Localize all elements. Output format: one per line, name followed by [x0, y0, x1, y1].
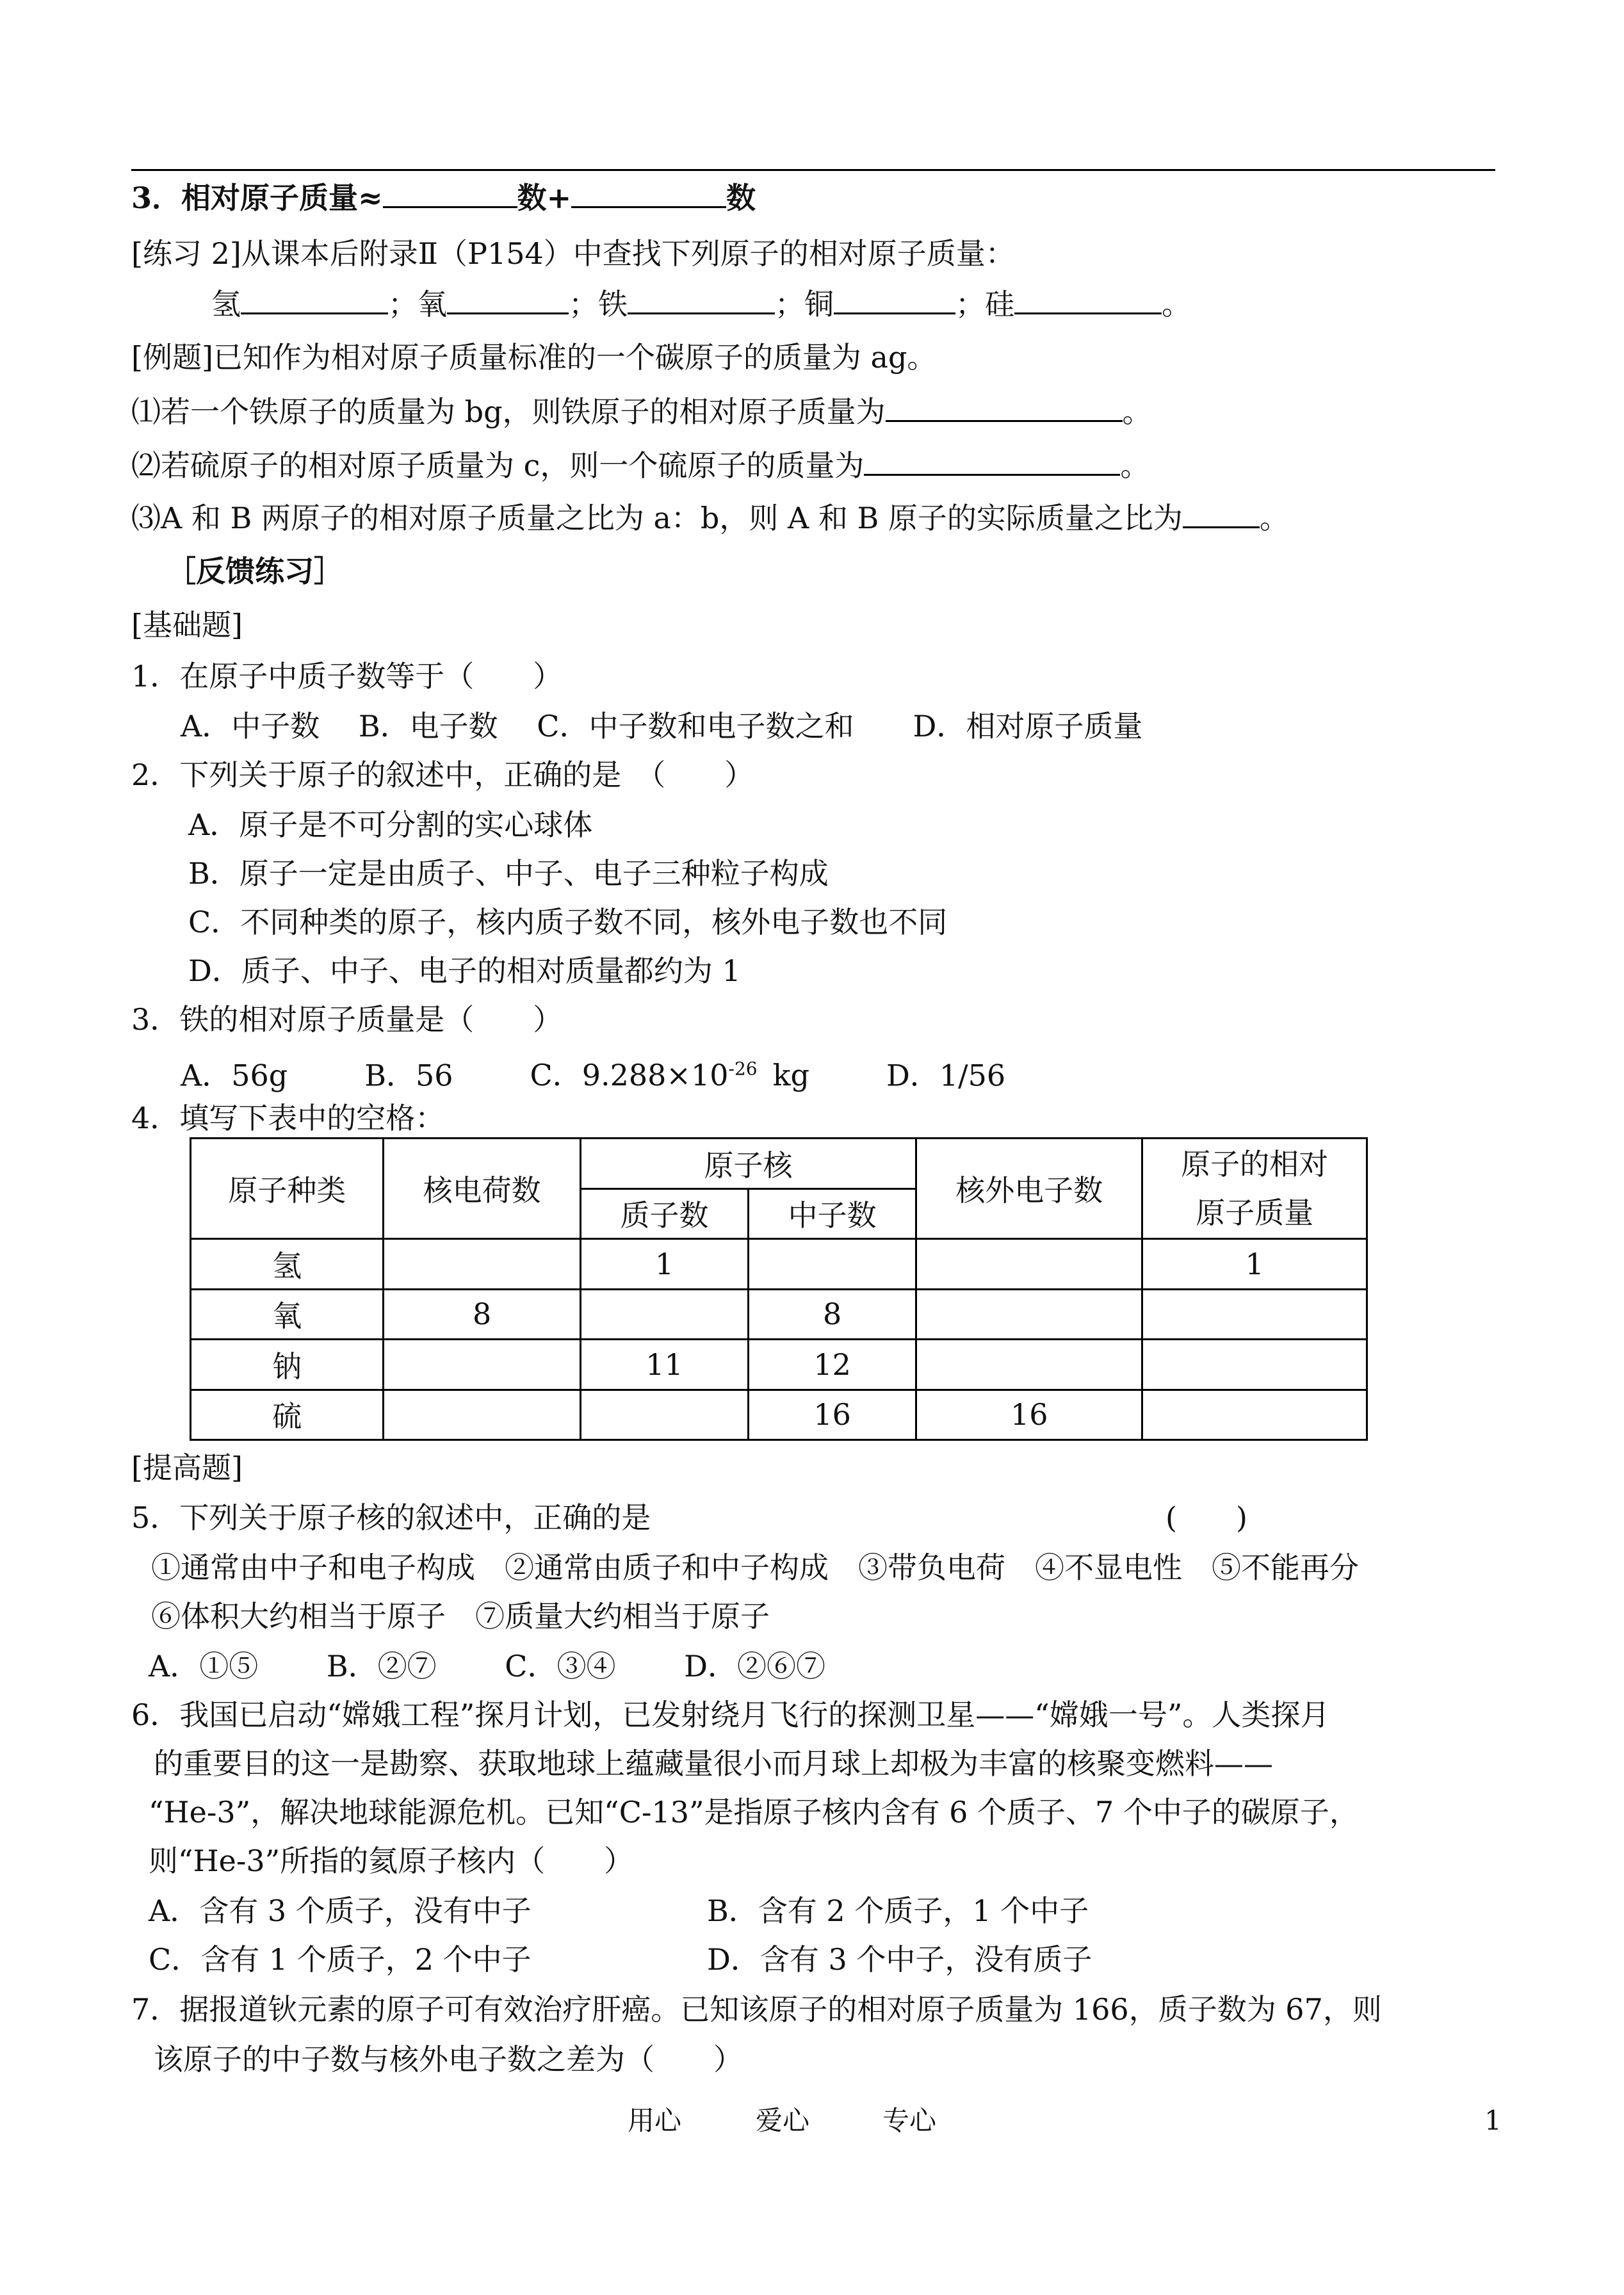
blank-proton-count[interactable] — [383, 178, 517, 208]
q3-option-a: A．56g — [181, 1058, 288, 1093]
period: 。 — [1259, 501, 1289, 535]
q6-option-a: A．含有 3 个质子，没有中子 — [149, 1894, 532, 1928]
table-cell[interactable] — [916, 1289, 1142, 1340]
example-q3-text: ⑶A 和 B 两原子的相对原子质量之比为 a：b，则 A 和 B 原子的实际质量之比为 — [131, 501, 1183, 535]
advanced-section-label: [提高题] — [131, 1450, 243, 1485]
q3-option-c-exponent: -26 — [728, 1058, 758, 1080]
blank-example-q1[interactable] — [886, 392, 1123, 422]
table-row — [191, 1340, 1367, 1390]
table-cell: 16 — [749, 1390, 916, 1440]
header-protons: 质子数 — [580, 1188, 748, 1239]
separator: ； — [775, 287, 804, 321]
table-cell: 硫 — [191, 1390, 384, 1440]
table-cell[interactable] — [916, 1239, 1142, 1290]
table-row — [191, 1289, 1367, 1340]
q6-option-b: B．含有 2 个质子，1 个中子 — [707, 1894, 1089, 1928]
table-row — [191, 1390, 1367, 1440]
blank-hydrogen-mass[interactable] — [241, 284, 388, 314]
q7-line-2: 该原子的中子数与核外电子数之差为（ ） — [154, 2042, 743, 2077]
element-silicon: 硅 — [985, 287, 1014, 321]
q6-line-4: 则“He-3”所指的氦原子核内（ ） — [149, 1844, 634, 1878]
table-cell[interactable] — [384, 1390, 580, 1440]
table-cell: 11 — [580, 1340, 748, 1390]
table-cell: 16 — [916, 1390, 1142, 1440]
section-3-title: 相对原子质量≈ — [181, 181, 383, 215]
blank-oxygen-mass[interactable] — [447, 284, 569, 314]
header-rule — [131, 169, 1495, 171]
header-relative-mass — [1142, 1139, 1367, 1239]
element-blanks-row — [211, 284, 1191, 323]
table-cell[interactable] — [1142, 1340, 1367, 1390]
blank-iron-mass[interactable] — [628, 284, 775, 314]
q6-line-3: “He-3”，解决地球能源危机。已知“C-13”是指原子核内含有 6 个质子、7 个中子的碳原子， — [149, 1795, 1359, 1829]
q4-stem: 4．填写下表中的空格： — [131, 1101, 445, 1135]
section-3-part2: 数 — [726, 181, 756, 215]
q5-answer-paren[interactable]: ( ) — [1165, 1500, 1247, 1535]
table-cell: 钠 — [191, 1340, 384, 1390]
table-cell: 1 — [1142, 1239, 1367, 1290]
q3-option-c-unit: kg — [772, 1058, 809, 1093]
header-atom-kind: 原子种类 — [191, 1139, 384, 1239]
separator: ； — [388, 287, 418, 321]
q3-option-d: D．1/56 — [886, 1058, 1006, 1093]
element-iron: 铁 — [598, 287, 628, 321]
period: 。 — [1122, 394, 1152, 429]
table-cell: 8 — [384, 1289, 580, 1340]
footer-slogan-3: 专心 — [882, 2105, 937, 2136]
element-copper: 铜 — [804, 287, 834, 321]
q5-items-2: ⑥体积大约相当于原子 ⑦质量大约相当于原子 — [151, 1599, 770, 1634]
q3-option-c — [530, 1058, 809, 1092]
example-q1-text: ⑴若一个铁原子的质量为 bg，则铁原子的相对原子质量为 — [131, 394, 886, 429]
table-row — [191, 1239, 1367, 1290]
q2-option-a: A．原子是不可分割的实心球体 — [188, 807, 593, 842]
q1-stem: 1．在原子中质子数等于（ ） — [131, 659, 563, 693]
q5-options: A．①⑤ B．②⑦ C．③④ D．②⑥⑦ — [149, 1649, 825, 1683]
separator: ； — [569, 287, 598, 321]
element-oxygen: 氧 — [418, 287, 447, 321]
blank-example-q2[interactable] — [864, 446, 1120, 476]
table-cell[interactable] — [384, 1340, 580, 1390]
header-relative-mass-line1: 原子的相对 — [1181, 1147, 1329, 1181]
exercise-2-title: [练习 2]从课本后附录Ⅱ（P154）中查找下列原子的相对原子质量： — [131, 236, 1015, 271]
q6-line-1: 6．我国已启动“嫦娥工程”探月计划，已发射绕月飞行的探测卫星——“嫦娥一号”。人类探月 — [131, 1698, 1330, 1732]
table-cell: 氧 — [191, 1289, 384, 1340]
table-cell[interactable] — [749, 1239, 916, 1290]
header-nucleus: 原子核 — [580, 1139, 916, 1189]
page-number: 1 — [1484, 2105, 1502, 2136]
q2-option-c: C．不同种类的原子，核内质子数不同，核外电子数也不同 — [188, 905, 948, 939]
header-relative-mass-line2: 原子质量 — [1196, 1196, 1314, 1230]
blank-example-q3[interactable] — [1183, 498, 1260, 528]
table-cell: 12 — [749, 1340, 916, 1390]
table-cell[interactable] — [1142, 1390, 1367, 1440]
example-q2 — [131, 446, 1149, 485]
header-nuclear-charge: 核电荷数 — [384, 1139, 580, 1239]
element-hydrogen: 氢 — [211, 287, 241, 321]
table-cell[interactable] — [384, 1239, 580, 1290]
q2-option-d: D．质子、中子、电子的相对质量都约为 1 — [188, 953, 741, 988]
q5-stem: 5．下列关于原子核的叙述中，正确的是 — [131, 1500, 651, 1535]
q1-options: A．中子数 B．电子数 C．中子数和电子数之和 D．相对原子质量 — [181, 709, 1143, 743]
section-3-heading — [131, 178, 756, 217]
table-cell: 8 — [749, 1289, 916, 1340]
q6-option-d: D．含有 3 个中子，没有质子 — [707, 1942, 1092, 1977]
blank-copper-mass[interactable] — [834, 284, 955, 314]
table-cell: 氢 — [191, 1239, 384, 1290]
footer-slogan-2: 爱心 — [756, 2105, 810, 2136]
atom-table — [190, 1137, 1368, 1441]
basic-section-label: [基础题] — [131, 608, 243, 642]
period: 。 — [1120, 448, 1150, 483]
q3-stem: 3．铁的相对原子质量是（ ） — [131, 1002, 563, 1037]
q7-line-1: 7．据报道钬元素的原子可有效治疗肝癌。已知该原子的相对原子质量为 166，质子数为 67，则 — [131, 1992, 1382, 2027]
q5-items-1: ①通常由中子和电子构成 ②通常由质子和中子构成 ③带负电荷 ④不显电性 ⑤不能再分 — [151, 1550, 1359, 1585]
blank-neutron-count[interactable] — [571, 178, 726, 208]
header-neutrons: 中子数 — [749, 1188, 916, 1239]
section-3-part1: 数+ — [517, 181, 572, 215]
q6-line-2: 的重要目的这一是勘察、获取地球上蕴藏量很小而月球上却极为丰富的核聚变燃料—— — [154, 1746, 1273, 1781]
separator: ； — [955, 287, 985, 321]
q2-option-b: B．原子一定是由质子、中子、电子三种粒子构成 — [188, 856, 829, 891]
q2-stem: 2．下列关于原子的叙述中，正确的是 （ ） — [131, 758, 754, 792]
example-q1 — [131, 392, 1152, 431]
footer-slogan-1: 用心 — [628, 2105, 682, 2136]
section-3-number: 3． — [131, 181, 182, 215]
q3-option-b: B．56 — [364, 1058, 453, 1093]
table-cell[interactable] — [580, 1390, 748, 1440]
table-cell[interactable] — [580, 1289, 748, 1340]
table-cell: 1 — [580, 1239, 748, 1290]
feedback-title: ［反馈练习］ — [166, 554, 343, 588]
example-q2-text: ⑵若硫原子的相对原子质量为 c，则一个硫原子的质量为 — [131, 448, 865, 483]
q3-option-c-value: C．9.288×10 — [530, 1058, 729, 1093]
example-q3 — [131, 498, 1289, 537]
table-cell[interactable] — [1142, 1289, 1367, 1340]
q6-option-c: C．含有 1 个质子，2 个中子 — [149, 1942, 532, 1977]
table-cell[interactable] — [916, 1340, 1142, 1390]
blank-silicon-mass[interactable] — [1014, 284, 1162, 314]
period: 。 — [1162, 287, 1191, 321]
q3-options — [181, 1050, 1005, 1094]
example-intro: [例题]已知作为相对原子质量标准的一个碳原子的质量为 ag。 — [131, 340, 937, 375]
header-electrons: 核外电子数 — [916, 1139, 1142, 1239]
